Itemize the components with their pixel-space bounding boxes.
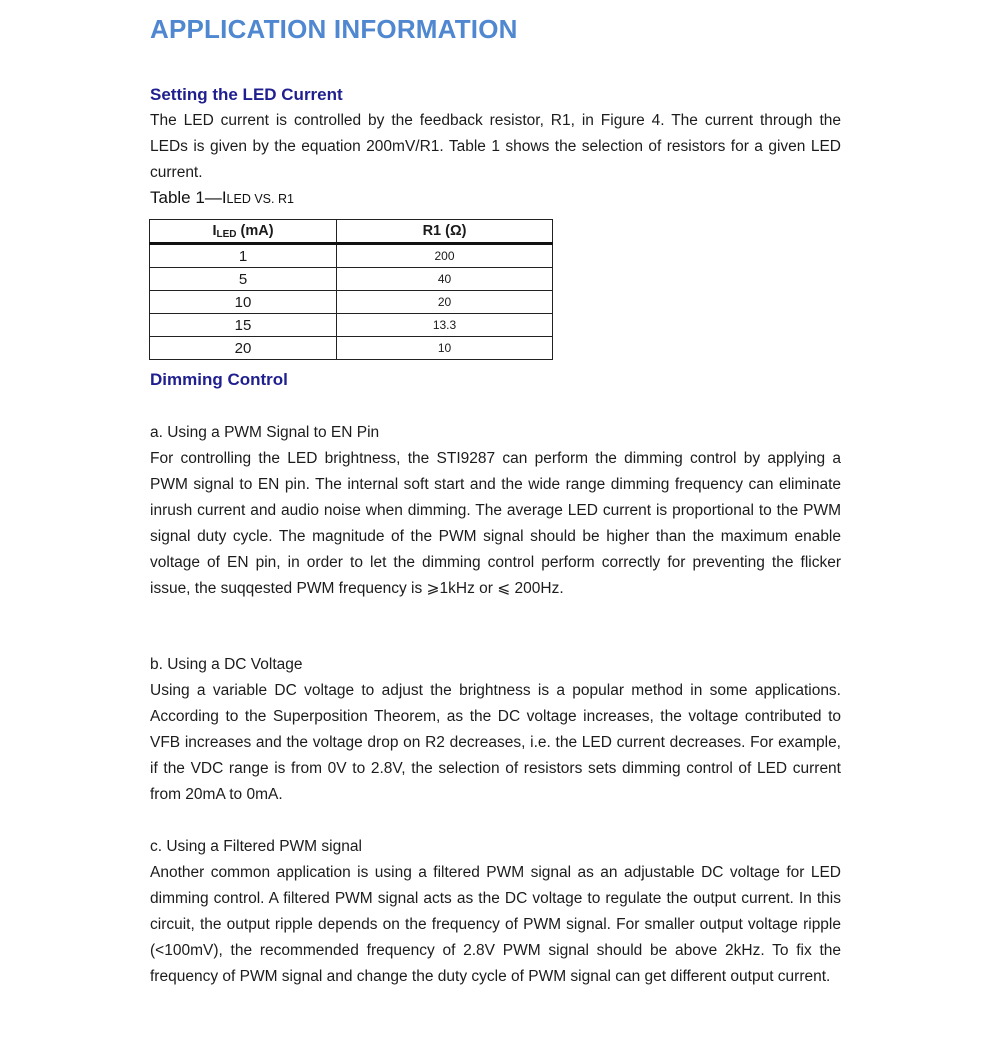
cell-r1: 20 bbox=[337, 291, 553, 314]
table-caption bbox=[150, 188, 294, 208]
cell-r1: 200 bbox=[337, 244, 553, 268]
col-header-iled bbox=[150, 220, 337, 244]
cell-iled: 20 bbox=[150, 337, 337, 360]
cell-iled: 5 bbox=[150, 268, 337, 291]
table-row bbox=[150, 268, 553, 291]
caption-subscript: LED bbox=[226, 192, 251, 206]
page-title: APPLICATION INFORMATION bbox=[150, 14, 518, 44]
table-row bbox=[150, 244, 553, 268]
cell-r1: 10 bbox=[337, 337, 553, 360]
col-header-iled-sub: LED bbox=[216, 228, 237, 240]
cell-iled: 1 bbox=[150, 244, 337, 268]
col-header-iled-suffix: (mA) bbox=[236, 222, 274, 239]
dimming-c-title: c. Using a Filtered PWM signal bbox=[150, 838, 362, 855]
led-current-paragraph: The LED current is controlled by the feedback resistor, R1, in Figure 4. The current through the LEDs is given by the equation 200mV/R1. Table 1 shows the selection of resistors for a given LED current. bbox=[150, 112, 841, 181]
col-header-r1: R1 (Ω) bbox=[337, 220, 553, 244]
dimming-b-title: b. Using a DC Voltage bbox=[150, 656, 303, 673]
dimming-a-paragraph: For controlling the LED brightness, the STI9287 can perform the dimming control by applying a PWM signal to EN pin. The internal soft start and the wide range dimming frequency can eliminate inrush current and audio noise when dimming. The average LED current is proportional to the PWM signal duty cycle. The magnitude of the PWM signal should be higher than the maximum enable voltage of EN pin, in order to let the dimming control perform correctly for preventing the flicker issue, the suqqested PWM frequency is ⩾1kHz or ⩽ 200Hz. bbox=[150, 450, 841, 597]
iled-vs-r1-table bbox=[149, 219, 553, 360]
section-heading-led-current: Setting the LED Current bbox=[150, 85, 343, 104]
cell-r1: 13.3 bbox=[337, 314, 553, 337]
cell-iled: 15 bbox=[150, 314, 337, 337]
table-row bbox=[150, 337, 553, 360]
dimming-b-paragraph: Using a variable DC voltage to adjust the brightness is a popular method in some applications. According to the Superposition Theorem, as the DC voltage increases, the voltage contributed to VFB increases and the voltage drop on R2 decreases, i.e. the LED current decreases. For example, if the VDC range is from 0V to 2.8V, the selection of resistors sets dimming control of LED current from 20mA to 0mA. bbox=[150, 682, 841, 803]
cell-r1: 40 bbox=[337, 268, 553, 291]
col-header-iled-prefix: I bbox=[212, 222, 217, 239]
section-heading-dimming: Dimming Control bbox=[150, 370, 288, 389]
cell-iled: 10 bbox=[150, 291, 337, 314]
table-row bbox=[150, 314, 553, 337]
dimming-c-paragraph: Another common application is using a filtered PWM signal as an adjustable DC voltage for LED dimming control. A filtered PWM signal acts as the DC voltage to regulate the output current. In this circuit, the output ripple depends on the frequency of PWM signal. For smaller output voltage ripple (<100mV), the recommended frequency of 2.8V PWM signal should be above 2kHz. To fix the frequency of PWM signal and change the duty cycle of PWM signal can get different output current. bbox=[150, 864, 841, 985]
table-row bbox=[150, 291, 553, 314]
dimming-a-title: a. Using a PWM Signal to EN Pin bbox=[150, 424, 380, 441]
caption-suffix: VS. R1 bbox=[250, 192, 294, 206]
caption-prefix: Table 1—I bbox=[150, 188, 227, 207]
table-header-row bbox=[150, 220, 553, 244]
